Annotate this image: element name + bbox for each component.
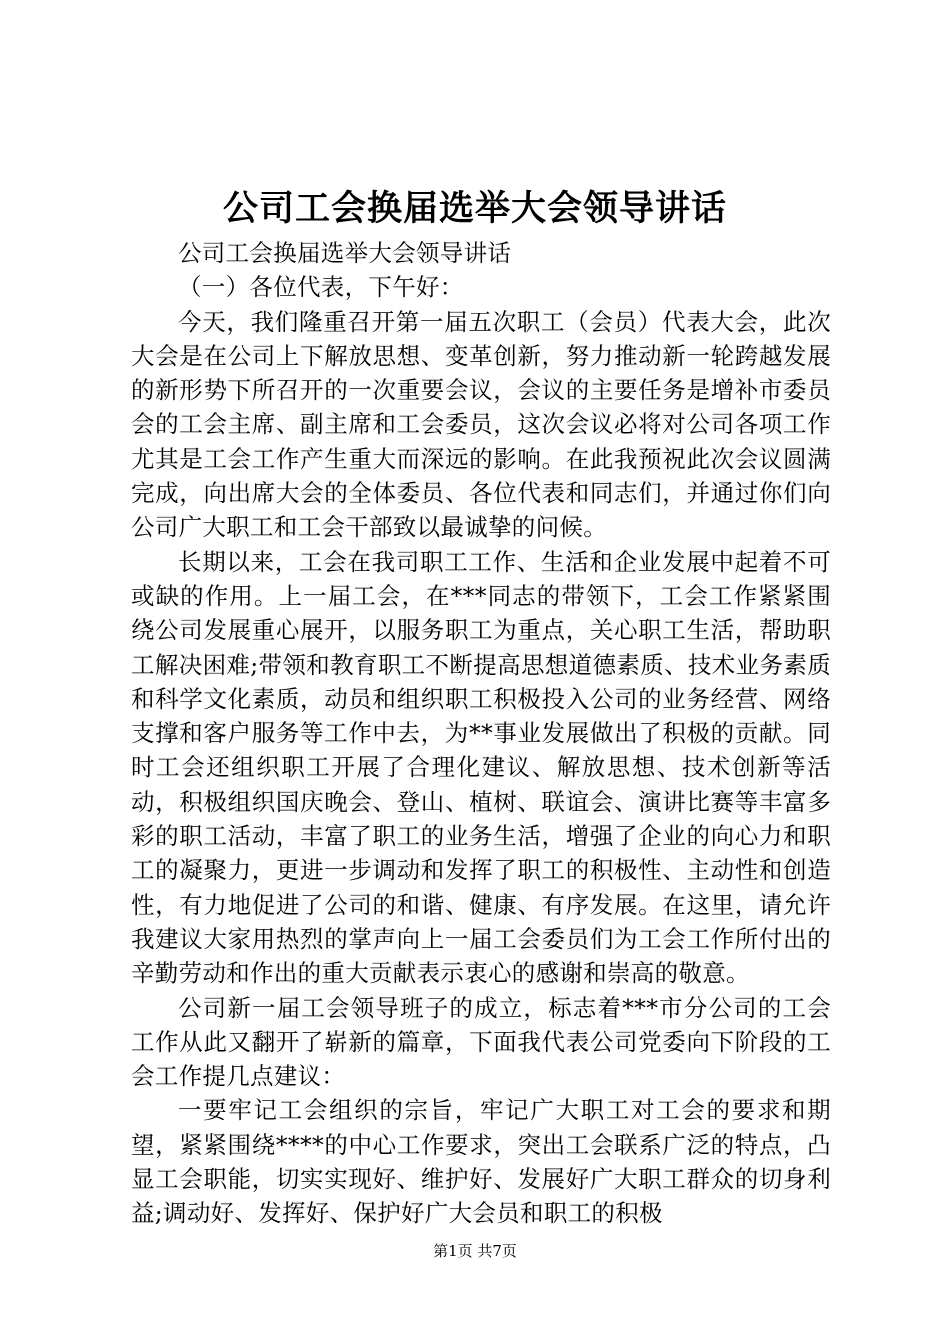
document-body: [131, 236, 831, 1231]
paragraph-new-leadership: 公司新一届工会领导班子的成立，标志着***市分公司的工会工作从此又翻开了崭新的篇章，下面我代表公司党委向下阶段的工会工作提几点建议：: [131, 993, 831, 1091]
document-title: 公司工会换届选举大会领导讲话: [222, 188, 727, 229]
paragraph-suggestion-one: 一要牢记工会组织的宗旨，牢记广大职工对工会的要求和期望，紧紧围绕****的中心工作要求，突出工会联系广泛的特点，凸显工会职能，切实实现好、维护好、发展好广大职工群众的切身利益;调动好、发挥好、保护好广大会员和职工的积极: [131, 1096, 831, 1228]
paragraph-review: 长期以来，工会在我司职工工作、生活和企业发展中起着不可或缺的作用。上一届工会，在***同志的带领下，工会工作紧紧围绕公司发展重心展开，以服务职工为重点，关心职工生活，帮助职工解决困难;带领和教育职工不断提高思想道德素质、技术业务素质和科学文化素质，动员和组织职工积极投入公司的业务经营、网络支撑和客户服务等工作中去，为**事业发展做出了积极的贡献。同时工会还组织职工开展了合理化建议、解放思想、技术创新等活动，积极组织国庆晚会、登山、植树、联谊会、演讲比赛等丰富多彩的职工活动，丰富了职工的业务生活，增强了企业的向心力和职工的凝聚力，更进一步调动和发挥了职工的积极性、主动性和创造性，有力地促进了公司的和谐、健康、有序发展。在这里，请允许我建议大家用热烈的掌声向上一届工会委员们为工会工作所付出的辛勤劳动和作出的重大贡献表示衷心的感谢和崇高的敬意。: [131, 547, 831, 988]
paragraph-subtitle: 公司工会换届选举大会领导讲话: [178, 239, 512, 267]
paragraph-greeting: （一）各位代表，下午好：: [178, 273, 464, 302]
paragraph-opening: 今天，我们隆重召开第一届五次职工（会员）代表大会，此次大会是在公司上下解放思想、变革创新，努力推动新一轮跨越发展的新形势下所召开的一次重要会议，会议的主要任务是增补市委员会的工会主席、副主席和工会委员，这次会议必将对公司各项工作尤其是工会工作产生重大而深远的影响。在此我预祝此次会议圆满完成，向出席大会的全体委员、各位代表和同志们，并通过你们向公司广大职工和工会干部致以最诚挚的问候。: [131, 307, 831, 542]
page-indicator: 第1页 共7页: [433, 1242, 517, 1260]
